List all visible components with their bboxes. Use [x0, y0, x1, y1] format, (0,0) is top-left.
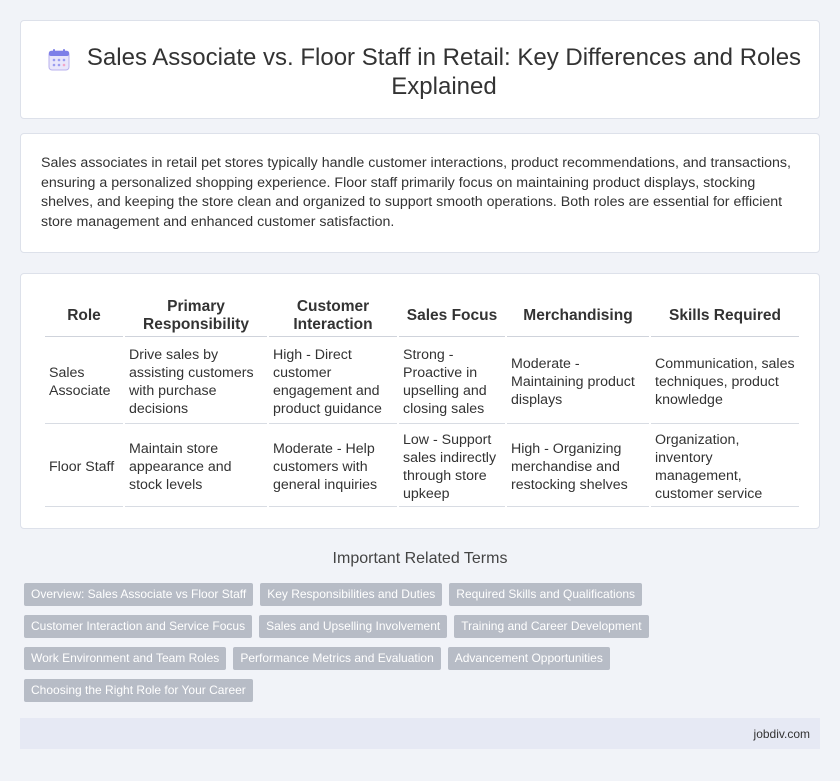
table-cell: High - Organizing merchandise and restocking shelves: [507, 424, 649, 507]
table-cell: Sales Associate: [45, 337, 123, 424]
footer-site-link[interactable]: jobdiv.com: [753, 727, 810, 741]
title-card: [20, 20, 820, 119]
related-term-tag[interactable]: Overview: Sales Associate vs Floor Staff: [24, 583, 253, 606]
table-cell: Maintain store appearance and stock levels: [125, 424, 267, 507]
related-term-tag[interactable]: Customer Interaction and Service Focus: [24, 615, 252, 638]
table-cell: Communication, sales techniques, product knowledge: [651, 337, 799, 424]
table-row: [45, 424, 799, 507]
column-header: Skills Required: [651, 295, 799, 337]
page-title: Sales Associate vs. Floor Staff in Retail: Key Differences and Roles Explained: [86, 44, 802, 100]
table-cell: Moderate - Help customers with general inquiries: [269, 424, 397, 507]
related-term-tag[interactable]: Key Responsibilities and Duties: [260, 583, 442, 606]
related-term-tag[interactable]: Sales and Upselling Involvement: [259, 615, 447, 638]
table-cell: Drive sales by assisting customers with purchase decisions: [125, 337, 267, 424]
table-cell: Moderate - Maintaining product displays: [507, 337, 649, 424]
table-cell: Low - Support sales indirectly through store upkeep: [399, 424, 505, 507]
summary-card: [20, 133, 820, 253]
related-terms-list: [24, 583, 824, 711]
table-cell: Strong - Proactive in upselling and closing sales: [399, 337, 505, 424]
column-header: Role: [45, 295, 123, 337]
table-cell: Floor Staff: [45, 424, 123, 507]
related-term-tag[interactable]: Choosing the Right Role for Your Career: [24, 679, 253, 702]
summary-paragraph: Sales associates in retail pet stores typically handle customer interactions, product recommendations, and transactions, ensuring a personalized shopping experience. Floor staff primarily focus on maintaining product displays, stocking shelves, and keeping the store clean and organized to support smooth operations. Both roles are essential for efficient store management and enhanced customer satisfaction.: [41, 155, 791, 230]
related-term-tag[interactable]: Work Environment and Team Roles: [24, 647, 226, 670]
column-header: Merchandising: [507, 295, 649, 337]
related-term-tag[interactable]: Advancement Opportunities: [448, 647, 610, 670]
calendar-icon: [47, 48, 71, 72]
related-terms-heading: Important Related Terms: [332, 550, 508, 567]
table-cell: High - Direct customer engagement and product guidance: [269, 337, 397, 424]
related-term-tag[interactable]: Required Skills and Qualifications: [449, 583, 642, 606]
comparison-table-card: [20, 273, 820, 529]
column-header: Customer Interaction: [269, 295, 397, 337]
column-header: Sales Focus: [399, 295, 505, 337]
column-header: Primary Responsibility: [125, 295, 267, 337]
related-term-tag[interactable]: Training and Career Development: [454, 615, 648, 638]
related-term-tag[interactable]: Performance Metrics and Evaluation: [233, 647, 440, 670]
table-cell: Organization, inventory management, customer service: [651, 424, 799, 507]
footer: [20, 718, 820, 749]
table-row: [45, 337, 799, 424]
comparison-table: [43, 295, 801, 507]
table-header-row: [45, 295, 799, 337]
